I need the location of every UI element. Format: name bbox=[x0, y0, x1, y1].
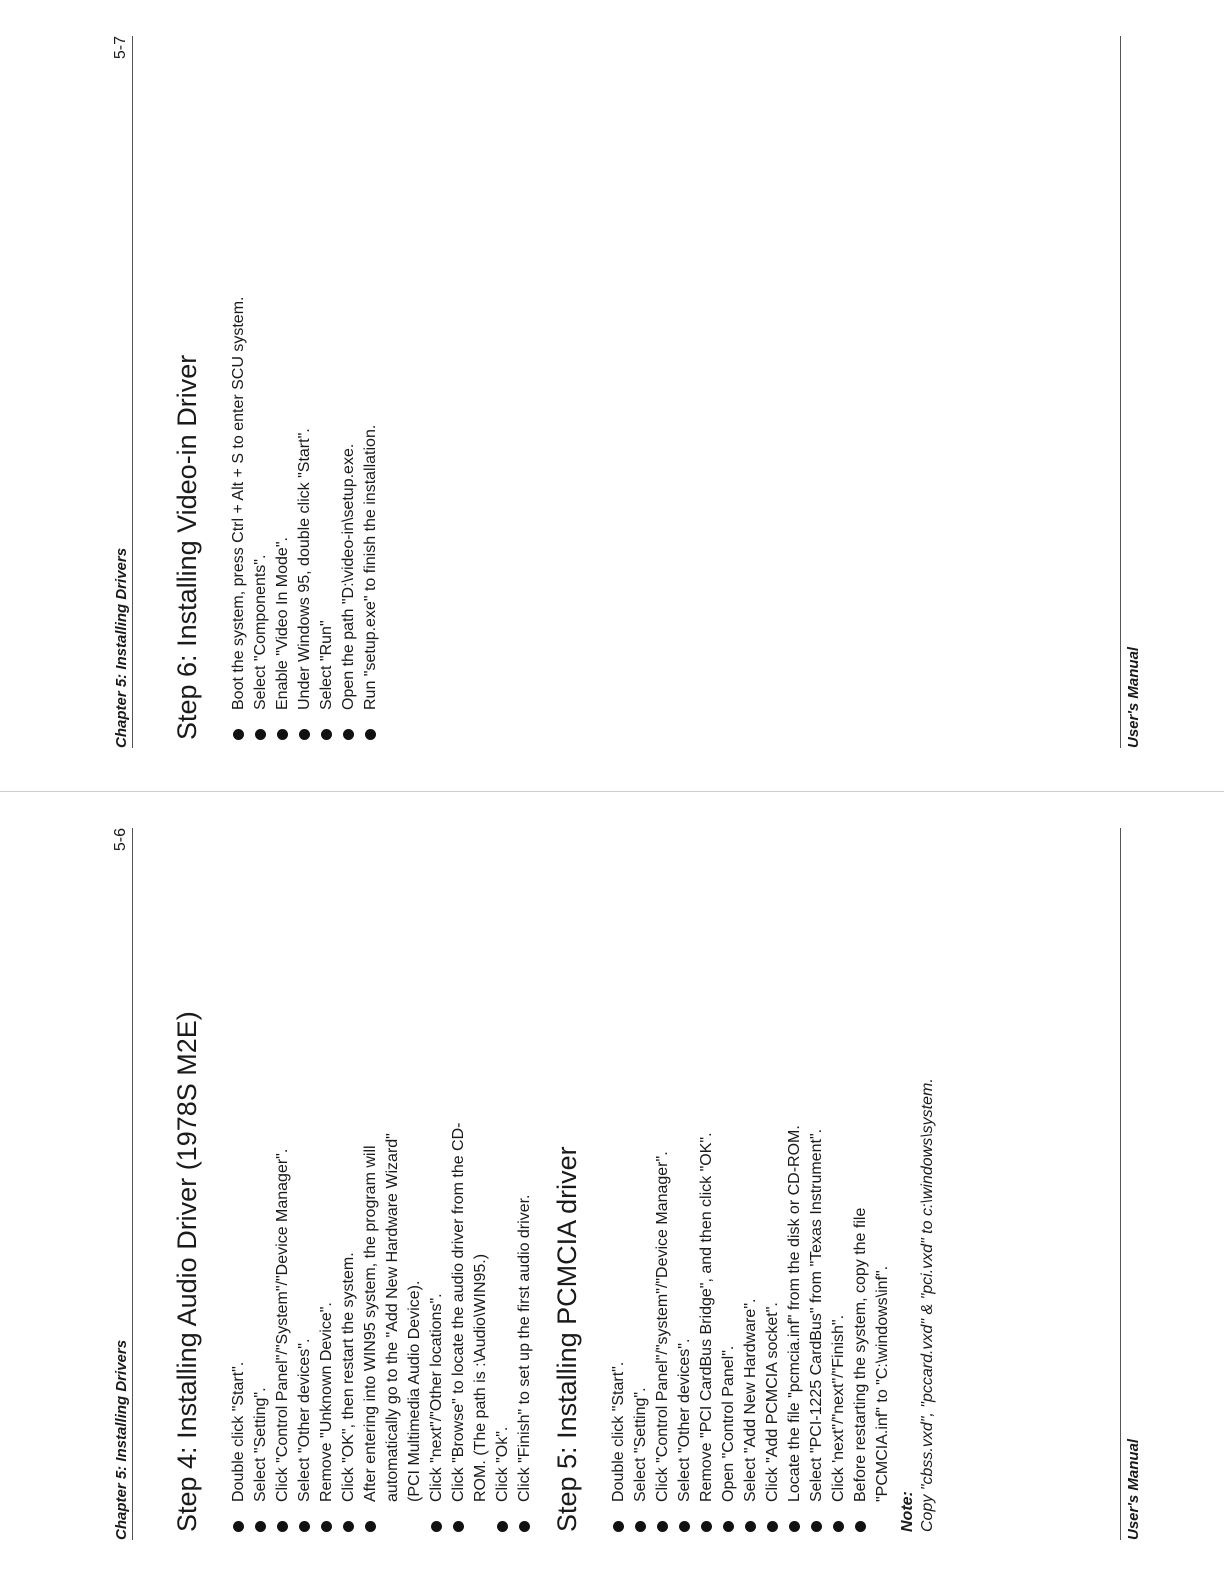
step6-item bbox=[272, 180, 294, 740]
page-header bbox=[108, 36, 133, 748]
step4-item bbox=[492, 1122, 514, 1532]
step4-item bbox=[448, 1122, 492, 1532]
step-text: Under Windows 95, double click "Start". bbox=[296, 428, 313, 710]
bullet-icon bbox=[365, 729, 376, 740]
bullet-icon bbox=[321, 729, 332, 740]
page-footer bbox=[1120, 828, 1145, 1540]
bullet-icon bbox=[255, 729, 266, 740]
page-number: 5-6 bbox=[112, 828, 129, 852]
step-text: Select "Run" bbox=[318, 620, 335, 710]
manual-label: User's Manual bbox=[1125, 1438, 1142, 1540]
bullet-icon bbox=[679, 1521, 690, 1532]
bullet-icon bbox=[519, 1521, 530, 1532]
step4-list bbox=[228, 1122, 536, 1532]
step-text: Boot the system, press Ctrl + Alt + S to enter SCU system. bbox=[230, 296, 247, 710]
step5-heading: Step 5: Installing PCMCIA driver bbox=[552, 1146, 582, 1532]
step-text: Click 'next"/"next"/"Finish". bbox=[830, 1314, 847, 1502]
step5-list bbox=[608, 1112, 894, 1532]
step-text: Select "Setting". bbox=[252, 1387, 269, 1502]
step-text: Click "Control Panel"/"system"/"Device Manager". bbox=[654, 1151, 671, 1502]
step-text: Run "setup.exe" to finish the installation. bbox=[362, 424, 379, 710]
step6-heading: Step 6: Installing Video-in Driver bbox=[172, 354, 202, 740]
bullet-icon bbox=[811, 1521, 822, 1532]
step6-list bbox=[228, 180, 382, 740]
bullet-icon bbox=[321, 1521, 332, 1532]
note-label: Note: bbox=[899, 1491, 916, 1532]
step6-item bbox=[338, 180, 360, 740]
bullet-icon bbox=[299, 1521, 310, 1532]
step4-item bbox=[360, 1122, 426, 1532]
bullet-icon bbox=[277, 729, 288, 740]
bullet-icon bbox=[497, 1521, 508, 1532]
note bbox=[898, 972, 938, 1532]
step-text: Click "OK", then restart the system. bbox=[340, 1252, 357, 1502]
step5-item bbox=[718, 1112, 740, 1532]
step5-item bbox=[806, 1112, 828, 1532]
bullet-icon bbox=[855, 1521, 866, 1532]
step-text: Select "Other devices". bbox=[676, 1338, 693, 1502]
bullet-icon bbox=[255, 1521, 266, 1532]
bullet-icon bbox=[635, 1521, 646, 1532]
step6-item bbox=[228, 180, 250, 740]
step6-item bbox=[294, 180, 316, 740]
bullet-icon bbox=[789, 1521, 800, 1532]
step4-item bbox=[228, 1122, 250, 1532]
step-text: Click "Finish" to set up the first audio driver. bbox=[516, 1194, 533, 1502]
page-header bbox=[108, 828, 133, 1540]
chapter-title: Chapter 5: Installing Drivers bbox=[113, 1339, 130, 1540]
step4-heading: Step 4: Installing Audio Driver (1978S M2E) bbox=[172, 1011, 202, 1532]
step5-item bbox=[630, 1112, 652, 1532]
step5-item bbox=[762, 1112, 784, 1532]
bullet-icon bbox=[745, 1521, 756, 1532]
step6-item bbox=[360, 180, 382, 740]
step-text: Click "Browse" to locate the audio driver from the CD-ROM. (The path is :\Audio\WIN95.) bbox=[450, 1122, 489, 1502]
step4-item bbox=[316, 1122, 338, 1532]
chapter-title: Chapter 5: Installing Drivers bbox=[113, 547, 130, 748]
bullet-icon bbox=[233, 729, 244, 740]
step-text: Double click "Start". bbox=[230, 1361, 247, 1502]
bullet-icon bbox=[767, 1521, 778, 1532]
bullet-icon bbox=[613, 1521, 624, 1532]
step-text: Open the path "D:\video-in\setup.exe. bbox=[340, 443, 357, 710]
page-number: 5-7 bbox=[112, 36, 129, 60]
note-text: Copy "cbss.vxd", "pccard.vxd" & "pci.vxd" to c:\windows\system. bbox=[919, 1078, 936, 1532]
bullet-icon bbox=[833, 1521, 844, 1532]
step5-item bbox=[652, 1112, 674, 1532]
step5-item bbox=[696, 1112, 718, 1532]
step-text: Select "PCI-1225 CardBus" from "Texas Instrument". bbox=[808, 1128, 825, 1502]
step-text: Before restarting the system, copy the file "PCMCIA.inf" to "C:\windows\inf". bbox=[852, 1207, 891, 1502]
step-text: Select "Other devices". bbox=[296, 1338, 313, 1502]
step-text: Click "Add PCMCIA socket". bbox=[764, 1302, 781, 1502]
step5-item bbox=[828, 1112, 850, 1532]
step4-item bbox=[272, 1122, 294, 1532]
step-text: Select "Add New Hardware". bbox=[742, 1298, 759, 1502]
step4-item bbox=[294, 1122, 316, 1532]
step-text: Remove "Unknown Device". bbox=[318, 1302, 335, 1502]
bullet-icon bbox=[365, 1521, 376, 1532]
bullet-icon bbox=[233, 1521, 244, 1532]
step-text: Select "Setting". bbox=[632, 1387, 649, 1502]
bullet-icon bbox=[657, 1521, 668, 1532]
bullet-icon bbox=[343, 729, 354, 740]
bullet-icon bbox=[431, 1521, 442, 1532]
step-text: Locate the file "pcmcia.inf" from the disk or CD-ROM. bbox=[786, 1125, 803, 1502]
step5-item bbox=[850, 1112, 894, 1532]
bullet-icon bbox=[453, 1521, 464, 1532]
step4-item bbox=[426, 1122, 448, 1532]
step-text: Select "Components". bbox=[252, 554, 269, 710]
step-text: Open "Control Panel". bbox=[720, 1345, 737, 1502]
page-footer bbox=[1120, 36, 1145, 748]
step5-item bbox=[608, 1112, 630, 1532]
step4-item bbox=[338, 1122, 360, 1532]
step5-item bbox=[674, 1112, 696, 1532]
step5-item bbox=[784, 1112, 806, 1532]
step-text: Click "Control Panel"/"System"/"Device Manager". bbox=[274, 1148, 291, 1502]
step6-item bbox=[316, 180, 338, 740]
step6-item bbox=[250, 180, 272, 740]
page-5-6 bbox=[0, 792, 1224, 1584]
bullet-icon bbox=[723, 1521, 734, 1532]
step-text: Remove "PCI CardBus Bridge", and then click "OK". bbox=[698, 1132, 715, 1502]
bullet-icon bbox=[701, 1521, 712, 1532]
bullet-icon bbox=[343, 1521, 354, 1532]
step-text: Enable "Video In Mode". bbox=[274, 537, 291, 710]
step4-item bbox=[514, 1122, 536, 1532]
manual-label: User's Manual bbox=[1125, 646, 1142, 748]
step-text: Click "next"/"Other locations". bbox=[428, 1293, 445, 1502]
bullet-icon bbox=[277, 1521, 288, 1532]
step-text: Click "Ok". bbox=[494, 1426, 511, 1502]
step4-item bbox=[250, 1122, 272, 1532]
bullet-icon bbox=[299, 729, 310, 740]
step-text: Double click "Start". bbox=[610, 1361, 627, 1502]
step-text: After entering into WIN95 system, the program will automatically go to the "Add New Hardware Wizard" (PCI Multimedia Audio Device). bbox=[362, 1133, 423, 1502]
step5-item bbox=[740, 1112, 762, 1532]
